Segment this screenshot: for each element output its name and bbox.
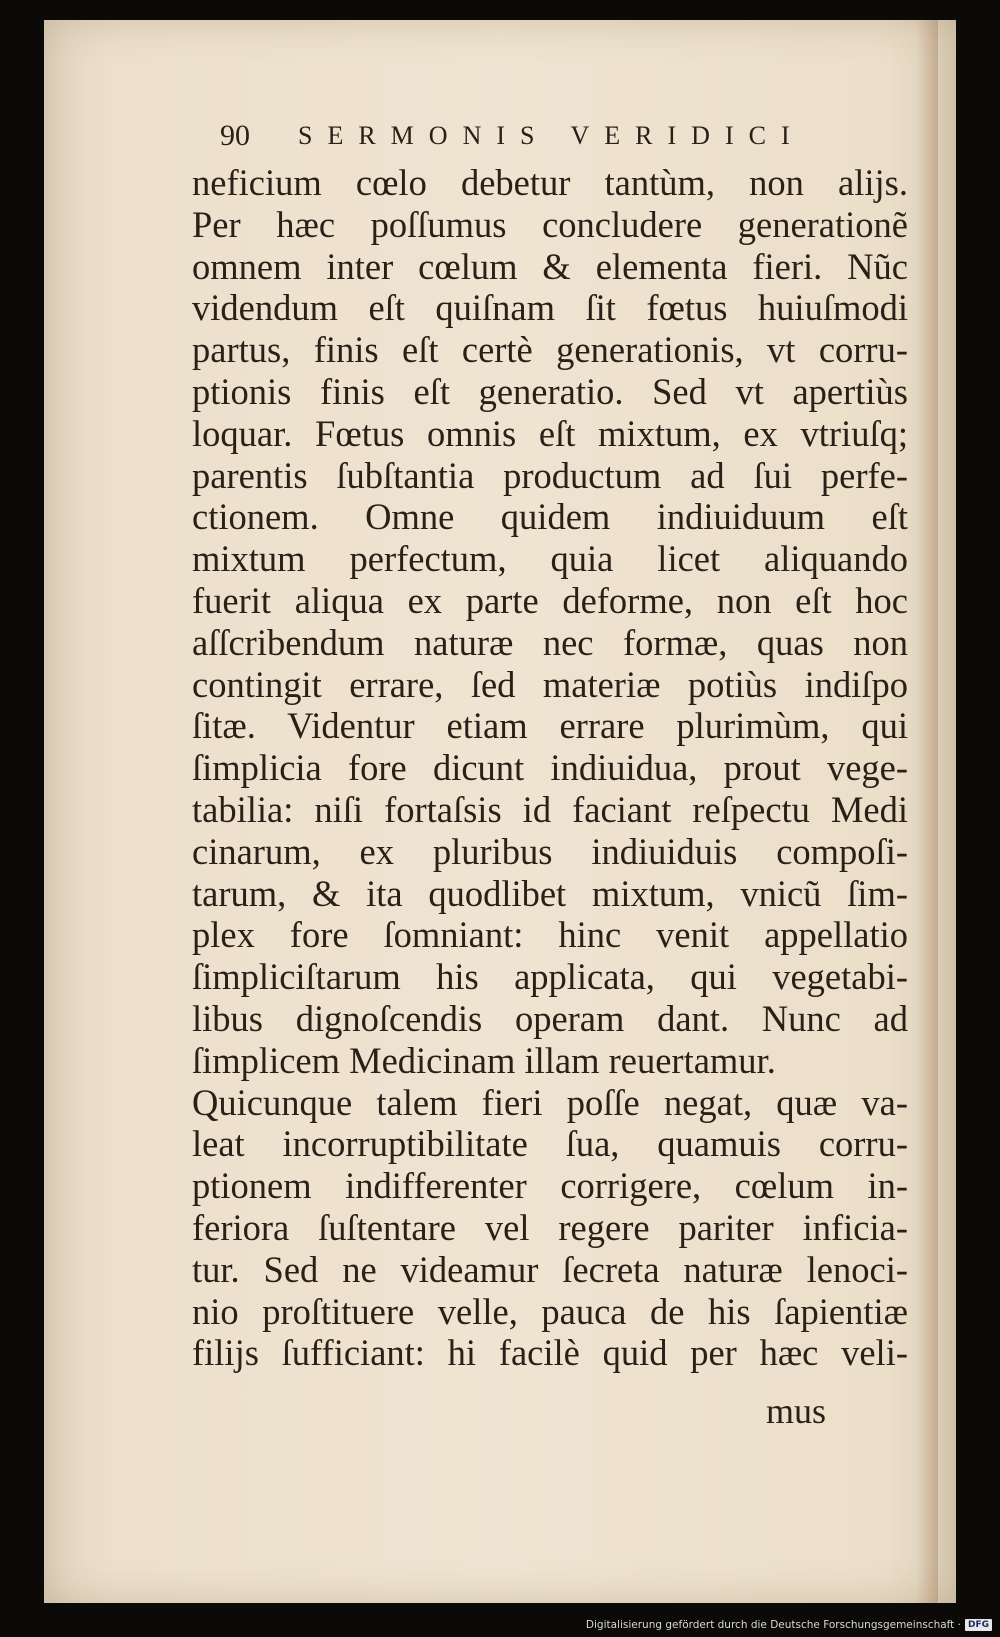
text-line: partus, finis eſt certè generationis, vt corru-: [192, 329, 908, 371]
text-line: feriora ſuſtentare vel regere pariter inficia-: [192, 1206, 908, 1248]
text-line: nio proſtituere velle, pauca de his ſapientiæ: [192, 1290, 908, 1332]
credit-text: Digitalisierung gefördert durch die Deutsche Forschungsgemeinschaft ·: [585, 1619, 961, 1631]
dfg-logo: DFG: [965, 1619, 992, 1631]
text-line: ſitæ. Videntur etiam errare plurimùm, qui: [192, 705, 908, 747]
text-line: ſimplicem Medicinam illam reuertamur.: [192, 1039, 776, 1081]
text-line: tur. Sed ne videamur ſecreta naturæ lenoci-: [192, 1248, 908, 1290]
catchword: mus: [765, 1391, 826, 1431]
text-line: cinarum, ex pluribus indiuiduis compoſi-: [192, 830, 908, 872]
text-line: loquar. Fœtus omnis eſt mixtum, ex vtriuſq;: [192, 412, 908, 454]
text-line: neficium cœlo debetur tantùm, non alijs.: [192, 162, 908, 203]
book-page: [44, 20, 956, 1603]
page-number: 90: [220, 119, 250, 152]
text-line: ctionem. Omne quidem indiuiduum eſt: [192, 496, 908, 538]
body-text: [192, 162, 908, 1374]
text-line: ſimplicia fore dicunt indiuidua, prout vege-: [192, 747, 908, 789]
page-edge-shadow: [916, 20, 938, 1603]
text-line: libus dignoſcendis operam dant. Nunc ad: [192, 997, 908, 1039]
text-line: parentis ſubſtantia productum ad ſui perfe-: [192, 454, 908, 496]
text-line: Per hæc poſſumus concludere generationẽ: [192, 203, 908, 245]
text-line: aſſcribendum naturæ nec formæ, quas non: [192, 621, 908, 663]
text-line: ptionem indifferenter corrigere, cœlum in-: [192, 1165, 908, 1207]
text-line: leat incorruptibilitate ſua, quamuis corru-: [192, 1123, 908, 1165]
text-line: omnem inter cœlum & elementa fieri. Nũc: [192, 245, 908, 287]
page-header: [220, 116, 860, 156]
text-line: Quicunque talem fieri poſſe negat, quæ va-: [192, 1081, 908, 1123]
running-title: SERMONIS VERIDICI: [298, 121, 805, 150]
text-line: fuerit aliqua ex parte deforme, non eſt hoc: [192, 579, 908, 621]
text-line: contingit errare, ſed materiæ potiùs indiſpo: [192, 663, 908, 705]
text-line: mixtum perfectum, quia licet aliquando: [192, 538, 908, 580]
text-line: videndum eſt quiſnam ſit fœtus huiuſmodi: [192, 287, 908, 329]
text-line: filijs ſufficiant: hi facilè quid per hæc veli-: [192, 1332, 908, 1374]
text-line: tabilia: niſi fortaſsis id faciant reſpectu Medi: [192, 788, 908, 830]
text-line: ptionis finis eſt generatio. Sed vt apertiùs: [192, 370, 908, 412]
digitization-credit: [586, 1619, 992, 1631]
text-line: tarum, & ita quodlibet mixtum, vnicũ ſim-: [192, 872, 908, 914]
text-line: plex fore ſomniant: hinc venit appellatio: [192, 914, 908, 956]
text-line: ſimpliciſtarum his applicata, qui vegetabi-: [192, 956, 908, 998]
